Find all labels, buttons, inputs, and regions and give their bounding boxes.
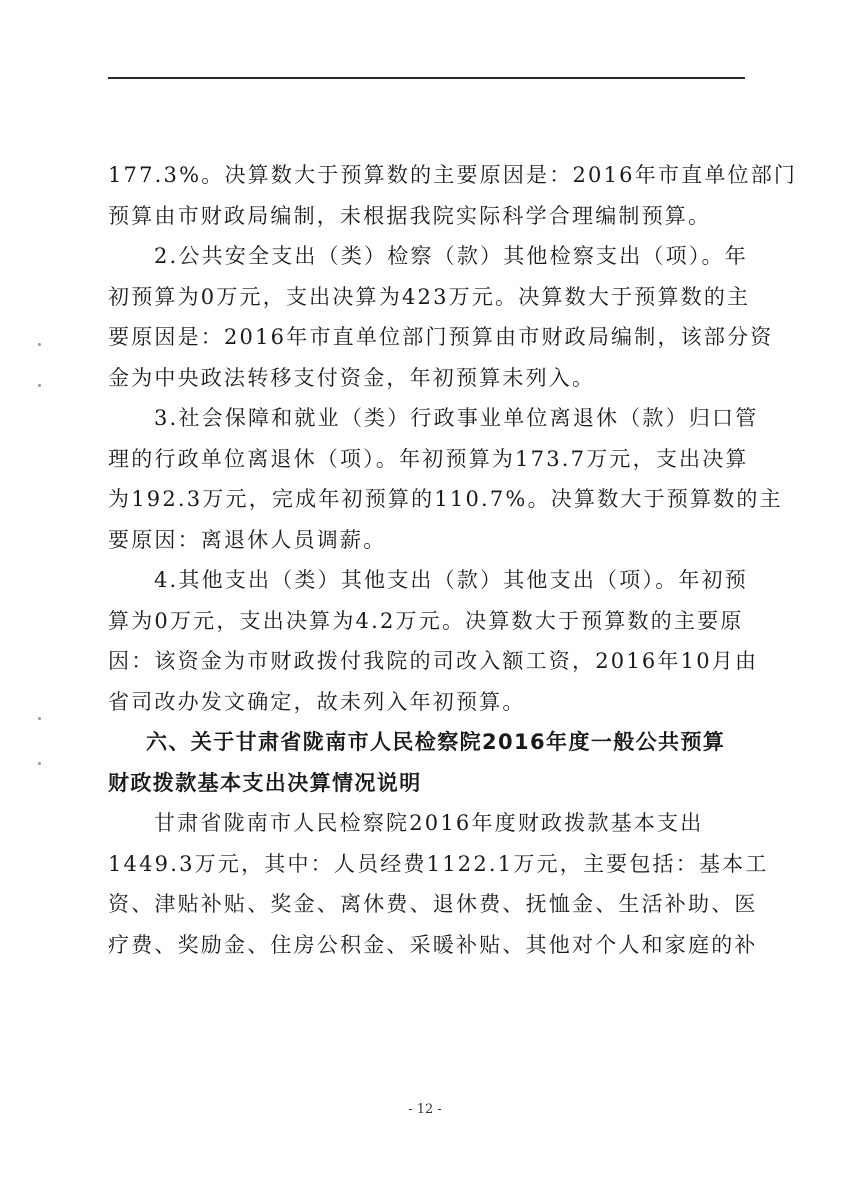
paragraph-line: 因：该资金为市财政拨付我院的司改入额工资，2016年10月由 xyxy=(108,649,759,673)
paragraph-line: 甘肃省陇南市人民检察院2016年度财政拨款基本支出 xyxy=(154,811,704,835)
paragraph-line: 初预算为0万元，支出决算为423万元。决算数大于预算数的主 xyxy=(108,284,751,309)
paragraph-line: 要原因是：2016年市直单位部门预算由市财政局编制，该部分资 xyxy=(108,325,774,349)
paragraph-line: 算为0万元，支出决算为4.2万元。决算数大于预算数的主要原 xyxy=(108,608,744,633)
paragraph-line: 3.社会保障和就业（类）行政事业单位离退休（款）归口管 xyxy=(154,406,759,430)
scan-mark xyxy=(38,762,41,765)
paragraph-line: 预算由市财政局编制，未根据我院实际科学合理编制预算。 xyxy=(108,203,712,228)
scan-mark xyxy=(38,717,41,720)
page-number: - 12 - xyxy=(408,1102,442,1117)
paragraph-line: 4.其他支出（类）其他支出（款）其他支出（项）。年初预 xyxy=(154,568,748,592)
body-text xyxy=(108,155,798,965)
paragraph-line: 177.3%。决算数大于预算数的主要原因是：2016年市直单位部门 xyxy=(108,163,798,187)
header-rule xyxy=(108,77,745,79)
scan-mark xyxy=(38,384,41,387)
paragraph-line: 1449.3万元，其中：人员经费1122.1万元，主要包括：基本工 xyxy=(108,851,769,876)
paragraph-line: 要原因：离退休人员调薪。 xyxy=(108,527,387,552)
section-heading-line: 财政拨款基本支出决算情况说明 xyxy=(108,770,422,795)
scan-mark xyxy=(38,343,41,346)
paragraph-line: 金为中央政法转移支付资金，年初预算未列入。 xyxy=(108,365,596,390)
paragraph-line: 为192.3万元，完成年初预算的110.7%。决算数大于预算数的主 xyxy=(108,487,783,511)
paragraph-line: 2.公共安全支出（类）检察（款）其他检察支出（项）。年 xyxy=(154,244,748,268)
paragraph-line: 资、津贴补贴、奖金、离休费、退休费、抚恤金、生活补助、医 xyxy=(108,892,758,916)
paragraph-line: 疗费、奖励金、住房公积金、采暖补贴、其他对个人和家庭的补 xyxy=(108,932,758,957)
paragraph-line: 省司改办发文确定，故未列入年初预算。 xyxy=(108,689,526,714)
section-heading-line: 六、关于甘肃省陇南市人民检察院2016年度一般公共预算 xyxy=(146,730,726,754)
paragraph-line: 理的行政单位离退休（项）。年初预算为173.7万元，支出决算 xyxy=(108,446,749,471)
